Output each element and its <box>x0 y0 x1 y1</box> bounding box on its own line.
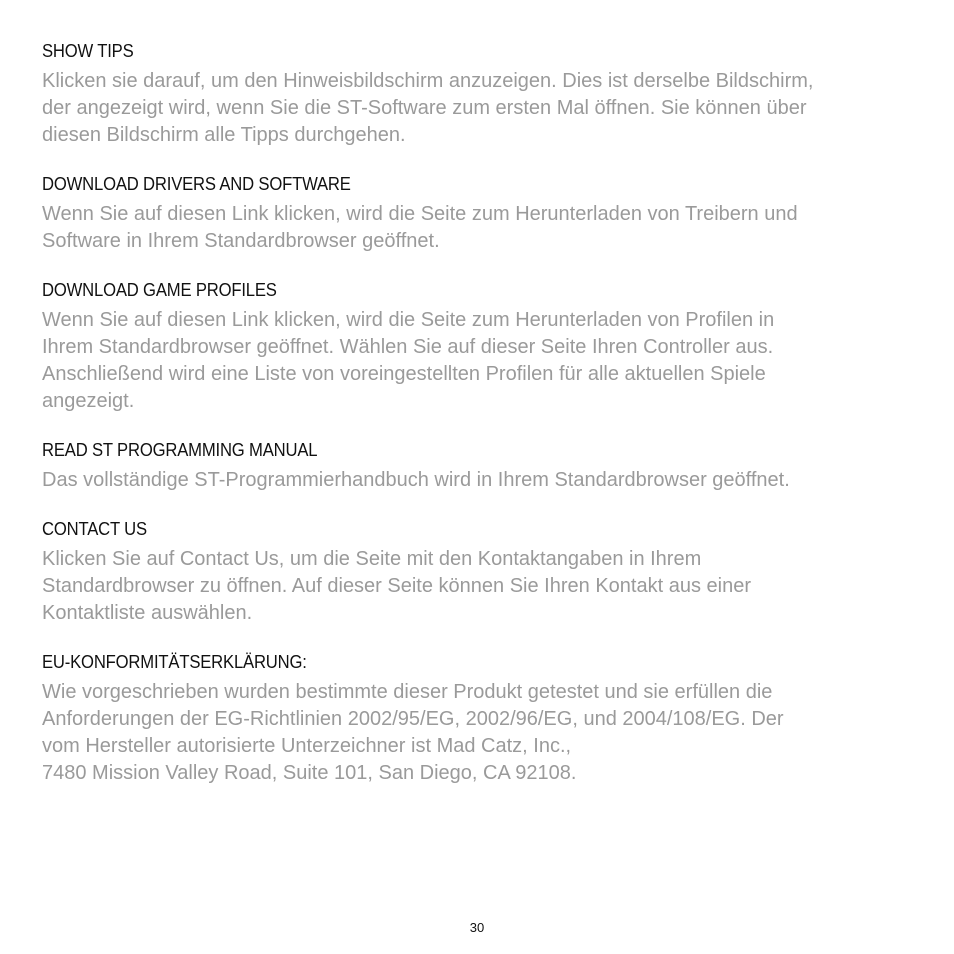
section-show-tips <box>42 40 922 149</box>
section-download-game-profiles <box>42 279 922 415</box>
section-heading: CONTACT US <box>42 518 147 539</box>
section-contact-us <box>42 518 922 627</box>
section-body: Wie vorgeschrieben wurden bestimmte dieser Produkt getestet und sie erfüllen die Anforderungen der EG-Richtlinien 2002/95/EG, 2002/96/EG, und 2004/108/EG. Der vom Hersteller autorisierte Unterzeichner ist Mad Catz, Inc., 7480 Mission Valley Road, Suite 101, San Diego, CA 92108. <box>42 681 784 784</box>
section-download-drivers <box>42 173 922 255</box>
page-number: 30 <box>469 920 485 935</box>
section-body: Klicken Sie auf Contact Us, um die Seite mit den Kontaktangaben in Ihrem Standardbrowser zu öffnen. Auf dieser Seite können Sie Ihren Kontakt aus einer Kontaktliste auswählen. <box>42 548 751 624</box>
section-body: Das vollständige ST-Programmierhandbuch wird in Ihrem Standardbrowser geöffnet. <box>42 469 790 491</box>
document-page <box>42 40 922 811</box>
section-body: Wenn Sie auf diesen Link klicken, wird die Seite zum Herunterladen von Treibern und Software in Ihrem Standardbrowser geöffnet. <box>42 203 798 252</box>
section-read-manual <box>42 439 922 494</box>
section-eu-conformity <box>42 651 922 787</box>
section-heading: READ ST PROGRAMMING MANUAL <box>42 439 318 460</box>
section-heading: DOWNLOAD DRIVERS AND SOFTWARE <box>42 173 351 194</box>
section-heading: DOWNLOAD GAME PROFILES <box>42 279 277 300</box>
section-body: Wenn Sie auf diesen Link klicken, wird die Seite zum Herunterladen von Profilen in Ihrem Standardbrowser geöffnet. Wählen Sie auf dieser Seite Ihren Controller aus. Anschließend wird eine Liste von voreingestellten Profilen für alle aktuellen Spiele angezeigt. <box>42 309 775 412</box>
section-heading: SHOW TIPS <box>42 40 134 61</box>
section-body: Klicken sie darauf, um den Hinweisbildschirm anzuzeigen. Dies ist derselbe Bildschirm, der angezeigt wird, wenn Sie die ST-Software zum ersten Mal öffnen. Sie können über diesen Bildschirm alle Tipps durchgehen. <box>42 70 814 146</box>
section-heading: EU-KONFORMITÄTSERKLÄRUNG: <box>42 651 307 672</box>
